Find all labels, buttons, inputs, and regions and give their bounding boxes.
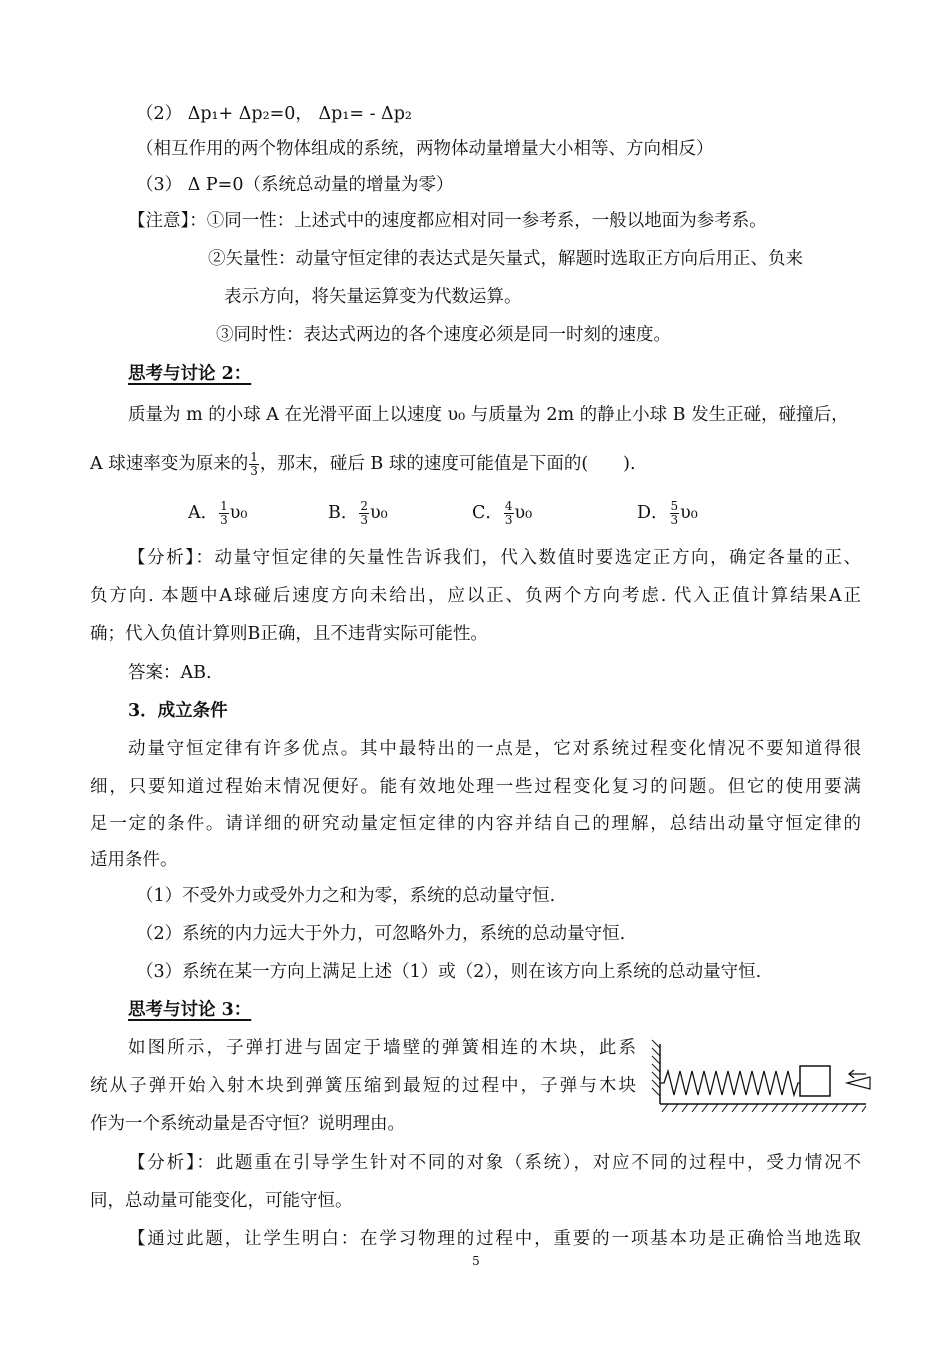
formula-line-3: （3） Δ P=0（系统总动量的增量为零） [136,175,454,195]
wall-hatching [652,1040,660,1096]
think-discuss-3-heading: 思考与讨论 3： [128,1000,252,1020]
analysis-3-line-2: 同，总动量可能变化，可能守恒。 [90,1191,353,1211]
option-a [188,500,247,527]
option-b-num: 2 [360,499,369,513]
note-vector: ②矢量性：动量守恒定律的表达式是矢量式，解题时选取正方向后用正、负来 [208,249,803,269]
condition-3: （3）系统在某一方向上满足上述（1）或（2），则在该方向上系统的总动量守恒. [136,962,762,982]
page-number: 5 [472,1254,480,1268]
option-b-den: 3 [360,513,369,527]
section-3-para-line-4: 适用条件。 [90,850,178,870]
option-d-label: D． [637,503,669,523]
section-3-para-line-3: 足一定的条件。请详细的研究动量定恒定律的内容并结自己的理解，总结出动量守恒定律的 [90,814,861,834]
option-d-symbol: υ₀ [680,503,698,523]
conclusion-line: 【通过此题，让学生明白：在学习物理的过程中，重要的一项基本功是正确恰当地选取 [128,1229,861,1249]
option-d-num: 5 [670,499,679,513]
question-line-1: 质量为 m 的小球 A 在光滑平面上以速度 υ₀ 与质量为 2m 的静止小球 B 发生正碰，碰撞后， [128,405,849,425]
option-a-num: 1 [220,499,228,513]
section-3-para-line-2: 细，只要知道过程始末情况便好。能有效地处理一些过程变化复习的问题。但它的使用要满 [90,777,861,797]
formula-line-2: （2） Δp₁+ Δp₂=0， Δp₁= - Δp₂ [136,104,412,124]
option-a-den: 3 [220,513,228,527]
note-simultaneity: ③同时性：表达式两边的各个速度必须是同一时刻的速度。 [216,325,671,345]
note-vector-cont: 表示方向，将矢量运算变为代数运算。 [224,287,522,307]
think-3-line-3: 作为一个系统动量是否守恒？说明理由。 [90,1114,405,1134]
option-d-den: 3 [670,513,679,527]
answer-text: 答案：AB. [128,663,212,683]
option-a-label: A． [188,503,219,523]
explanation-line: （相互作用的两个物体组成的系统，两物体动量增量大小相等、方向相反） [136,139,714,159]
option-c [472,500,532,527]
analysis-1-line-3: 确；代入负值计算则B正确，且不违背实际可能性。 [90,624,488,644]
option-b-symbol: υ₀ [370,503,388,523]
option-c-label: C． [472,503,503,523]
option-c-num: 4 [504,499,513,513]
fraction-one-third [249,451,259,478]
bullet-icon [847,1077,870,1089]
analysis-3-line-1: 【分析】：此题重在引导学生针对不同的对象（系统），对应不同的过程中，受力情况不 [128,1153,861,1173]
arrow-left-icon [849,1070,866,1078]
option-d [637,500,698,527]
question-line-2 [90,451,636,478]
note-sameness: 【注意】：①同一性：上述式中的速度都应相对同一参考系，一般以地面为参考系。 [128,211,767,231]
ground-hatching [662,1104,866,1112]
condition-2: （2）系统的内力远大于外力，可忽略外力，系统的总动量守恒. [136,924,626,944]
think-discuss-2-heading: 思考与讨论 2： [128,364,252,384]
question-line-2-start: A 球速率变为原来的 [90,454,249,474]
think-3-line-2: 统从子弹开始入射木块到弹簧压缩到最短的过程中，子弹与木块 [90,1076,636,1096]
section-3-para-line-1: 动量守恒定律有许多优点。其中最特出的一点是，它对系统过程变化情况不要知道得很 [128,739,861,759]
option-c-den: 3 [504,513,513,527]
option-b-label: B． [328,503,359,523]
spring-block-bullet-diagram [648,1038,872,1116]
wooden-block [800,1066,830,1096]
fraction-den: 3 [250,464,258,478]
analysis-1-line-2: 负方向. 本题中A球碰后速度方向未给出，应以正、负两个方向考虑. 代入正值计算结果A正 [90,586,861,606]
analysis-1-line-1: 【分析】：动量守恒定律的矢量性告诉我们，代入数值时要选定正方向，确定各量的正、 [128,548,861,568]
question-line-2-end: ，那末，碰后 B 球的速度可能值是下面的( ). [259,454,636,474]
option-b [328,500,388,527]
think-3-line-1: 如图所示，子弹打进与固定于墙壁的弹簧相连的木块，此系 [128,1038,636,1058]
section-3-heading: 3．成立条件 [128,701,228,721]
fraction-num: 1 [250,450,258,464]
spring [660,1071,800,1095]
option-c-symbol: υ₀ [514,503,533,523]
option-a-symbol: υ₀ [229,503,248,523]
condition-1: （1）不受外力或受外力之和为零，系统的总动量守恒. [136,886,556,906]
